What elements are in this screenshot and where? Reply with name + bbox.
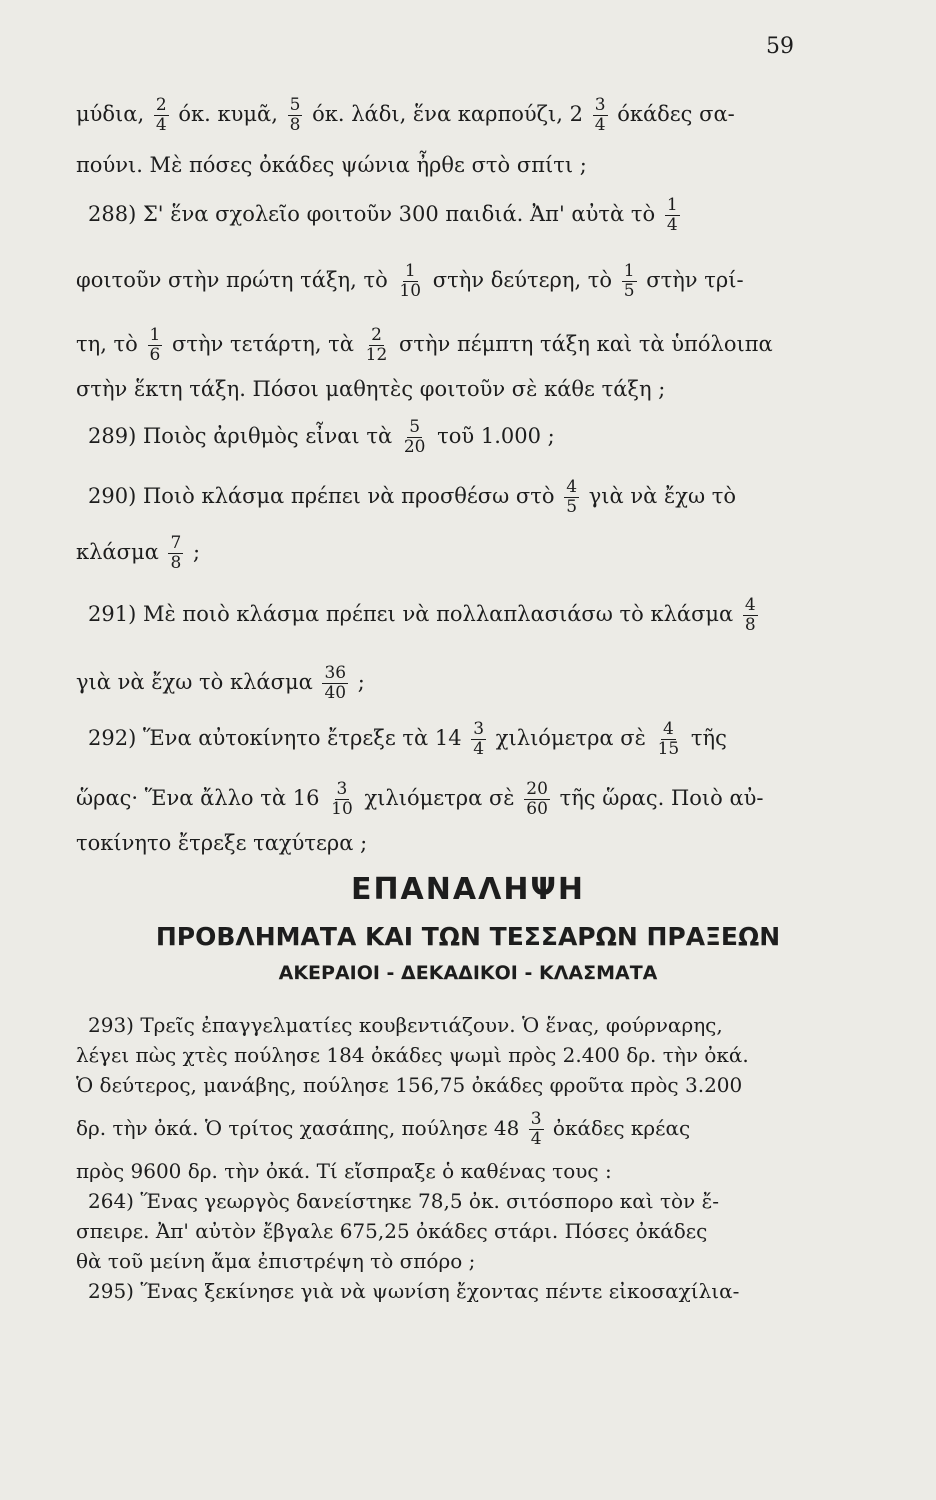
fraction [743,596,758,635]
text: στὴν τετάρτη, τὰ [172,332,354,356]
text: μύδια, [76,102,145,126]
numerator: 36 [324,663,347,683]
text-line: τοκίνητο ἔτρεξε ταχύτερα ; [76,831,368,855]
denominator: 4 [594,115,606,135]
denominator: 4 [155,115,167,135]
text-line: πούνι. Μὲ πόσες ὀκάδες ψώνια ἦρθε στὸ σπίτι ; [76,153,587,177]
text: ὥρας· Ἕνα ἄλλο τὰ 16 [76,786,320,810]
text: τοῦ 1.000 ; [437,424,555,448]
page-number: 59 [766,34,794,59]
section-topics: ΑΚΕΡΑΙΟΙ - ΔΕΚΑΔΙΚΟΙ - ΚΛΑΣΜΑΤΑ [278,962,658,984]
section-heading: ΕΠΑΝΑΛΗΨΗ [350,872,586,907]
denominator: 5 [566,497,578,517]
fraction [622,262,637,301]
text-line [76,1110,814,1149]
denominator: 4 [666,215,678,235]
text: τῆς [690,726,727,750]
numerator: 1 [666,195,678,215]
text: χιλιόμετρα σὲ [364,786,515,810]
numerator: 3 [530,1109,542,1129]
text: φοιτοῦν στὴν πρώτη τάξη, τὸ [76,268,388,292]
fraction [665,196,680,235]
denominator: 8 [170,553,182,573]
problem-290 [76,478,826,517]
denominator: 40 [324,683,347,703]
text-line: στὴν ἕκτη τάξη. Πόσοι μαθητὲς φοιτοῦν σὲ κάθε τάξη ; [76,377,666,401]
numerator: 4 [566,477,578,497]
fraction [364,326,390,365]
fraction [288,96,303,135]
numerator: 4 [744,595,756,615]
text-line [76,96,814,135]
text: ; [192,540,201,564]
fraction [322,664,348,703]
numerator: 7 [170,533,182,553]
denominator: 6 [149,345,161,365]
text: όκ. λάδι, ἕνα καρπούζι, 2 [312,102,583,126]
numerator: 3 [336,779,348,799]
problem-264: 264) Ἕνας γεωργὸς δανείστηκε 78,5 ὀκ. σιτόσπορο καὶ τὸν ἔ- [88,1189,720,1213]
fraction [529,1110,544,1149]
problem-293: 293) Τρεῖς ἐπαγγελματίες κουβεντιάζουν. Ὁ ἕνας, φούρναρης, [88,1013,723,1037]
text-line: λέγει πὼς χτὲς πούλησε 184 ὀκάδες ψωμὶ πρὸς 2.400 δρ. τὴν ὀκά. [76,1043,749,1067]
fraction [154,96,169,135]
denominator: 8 [289,115,301,135]
text: ; [357,670,365,694]
text-line [76,262,814,301]
numerator: 4 [663,719,674,739]
text-line: Ὁ δεύτερος, μανάβης, πούλησε 156,75 ὀκάδες φροῦτα πρὸς 3.200 [76,1073,743,1097]
denominator: 5 [623,281,635,301]
text: στὴν πέμπτη τάξη καὶ τὰ ὑπόλοιπα [399,332,773,356]
text: γιὰ νὰ ἔχω τὸ κλάσμα [76,670,313,694]
problem-289 [76,418,826,457]
text: όκάδες σα- [617,102,735,126]
text: στὴν δεύτερη, τὸ [432,268,613,292]
text-line [76,534,814,573]
text-line: θὰ τοῦ μείνη ἄμα ἐπιστρέψη τὸ σπόρο ; [76,1249,476,1273]
numerator: 2 [155,95,167,115]
numerator: 3 [473,719,485,739]
text-line [76,664,814,703]
numerator: 1 [404,261,416,281]
text: στὴν τρί- [646,268,744,292]
text-line: σπειρε. Ἀπ' αὐτὸν ἔβγαλε 675,25 ὀκάδες στάρι. Πόσες ὀκάδες [76,1219,708,1243]
text: τη, τὸ [76,332,138,356]
text-line [76,780,814,819]
problem-295: 295) Ἕνας ξεκίνησε γιὰ νὰ ψωνίση ἔχοντας πέντε εἰκοσαχίλια- [88,1279,740,1303]
denominator: 10 [399,281,422,301]
numerator: 2 [371,325,382,345]
numerator: 20 [526,779,548,799]
denominator: 60 [526,799,548,819]
text-line: πρὸς 9600 δρ. τὴν ὀκά. Τί εἴσπραξε ὁ καθένας τους : [76,1159,612,1183]
denominator: 8 [744,615,756,635]
text-line [76,326,814,365]
text: κλάσμα [76,540,159,564]
denominator: 10 [331,799,353,819]
problem-288 [76,196,826,235]
denominator: 12 [365,345,388,365]
problem-291 [76,596,826,635]
text: όκ. κυμᾶ, [178,102,278,126]
denominator: 4 [530,1129,542,1149]
problem-292 [76,720,826,759]
text: ὀκάδες κρέας [552,1116,691,1140]
text: 292) Ἕνα αὐτοκίνητο ἔτρεξε τὰ 14 [88,726,462,750]
text: 290) Ποιὸ κλάσμα πρέπει νὰ προσθέσω στὸ [88,484,555,508]
fraction [524,780,550,819]
numerator: 3 [594,95,606,115]
text: γιὰ νὰ ἔχω τὸ [588,484,737,508]
denominator: 4 [473,739,485,759]
numerator: 1 [149,325,161,345]
fraction [471,720,486,759]
fraction [402,418,428,457]
fraction [148,326,163,365]
numerator: 1 [623,261,635,281]
fraction [564,478,579,517]
text: 291) Μὲ ποιὸ κλάσμα πρέπει νὰ πολλαπλασιάσω τὸ κλάσμα [88,602,734,626]
fraction [656,720,682,759]
fraction [397,262,423,301]
fraction [329,780,355,819]
fraction [168,534,183,573]
numerator: 5 [409,417,421,437]
text: 288) Σ' ἕνα σχολεῖο φοιτοῦν 300 παιδιά. Ἀπ' αὐτὰ τὸ [88,202,656,226]
text: δρ. τὴν ὀκά. Ὁ τρίτος χασάπης, πούλησε 48 [76,1116,520,1140]
text: τῆς ὥρας. Ποιὸ αὐ- [559,786,764,810]
denominator: 15 [657,739,680,759]
numerator: 5 [289,95,301,115]
fraction [593,96,608,135]
text: χιλιόμετρα σὲ [495,726,646,750]
section-subheading: ΠΡΟΒΛΗΜΑΤΑ ΚΑΙ ΤΩΝ ΤΕΣΣΑΡΩΝ ΠΡΑΞΕΩΝ [155,922,781,951]
denominator: 20 [403,437,426,457]
text: 289) Ποιὸς ἀριθμὸς εἶναι τὰ [88,424,393,448]
